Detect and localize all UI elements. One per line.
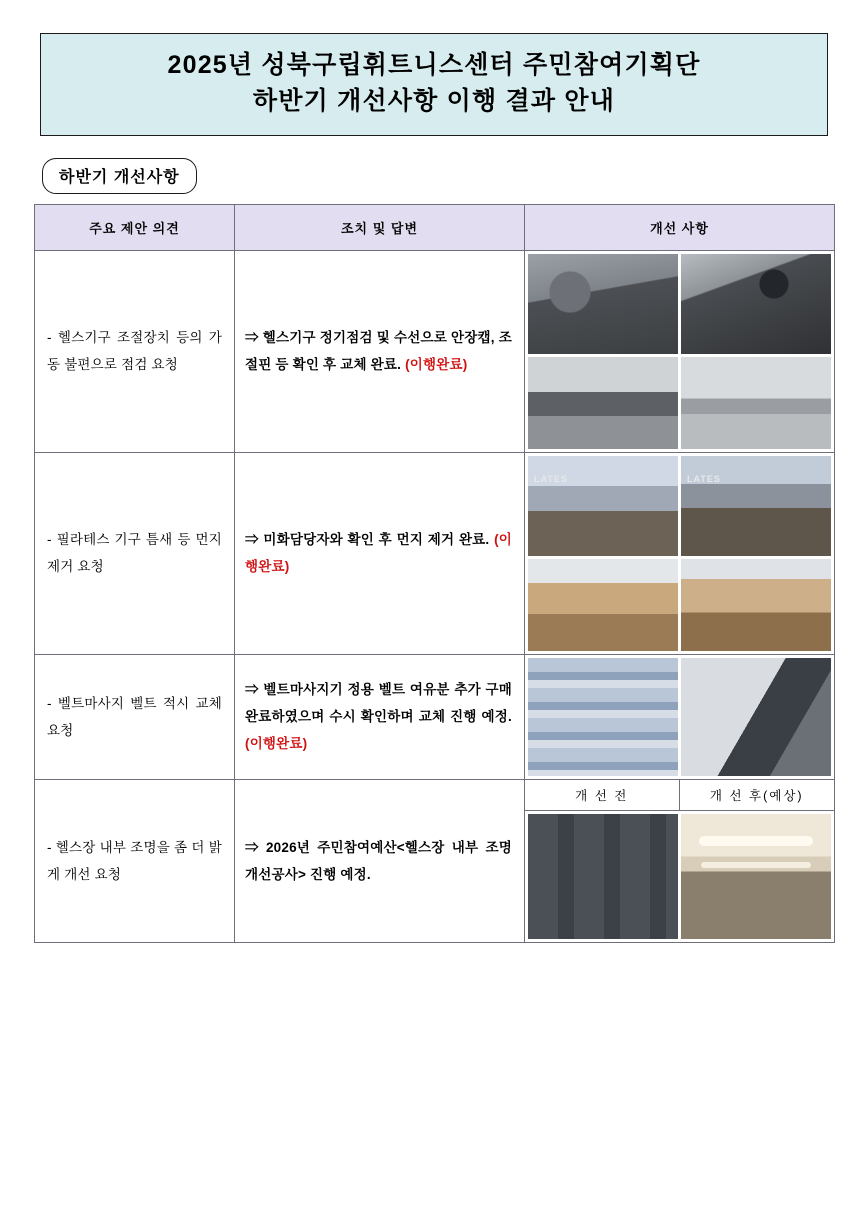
photo-cell xyxy=(525,779,835,942)
page-title-line-2: 하반기 개선사항 이행 결과 안내 xyxy=(252,87,616,116)
photo-grid xyxy=(525,811,834,942)
table-header-row xyxy=(35,204,835,250)
table-row xyxy=(35,779,835,942)
photo-caption: LATES xyxy=(534,473,568,484)
photo-lighting-after xyxy=(681,814,831,939)
opinion-cell: - 헬스기구 조절장치 등의 가동 불편으로 점검 요청 xyxy=(35,250,235,452)
action-text: ⇒ 헬스기구 정기점검 및 수선으로 안장캡, 조절핀 등 확인 후 교체 완료. xyxy=(245,330,512,372)
table-row xyxy=(35,654,835,779)
action-cell xyxy=(235,779,525,942)
photo-spare-belts xyxy=(528,658,678,776)
status-badge: (이행완료) xyxy=(245,532,512,574)
improvements-table xyxy=(34,204,835,943)
photo-grid xyxy=(525,453,834,654)
col-header-improvement: 개선 사항 xyxy=(525,204,835,250)
photo-cell xyxy=(525,452,835,654)
status-badge: (이행완료) xyxy=(245,736,308,751)
photo-gym-repair-1 xyxy=(528,254,678,354)
table-row xyxy=(35,250,835,452)
document-title-box xyxy=(40,33,828,136)
photo-bench-pad-1 xyxy=(528,357,678,449)
action-cell xyxy=(235,452,525,654)
photo-pilates-room-1 xyxy=(528,456,678,556)
col-header-opinion: 주요 제안 의견 xyxy=(35,204,235,250)
photo-gym-repair-2 xyxy=(681,254,831,354)
opinion-cell: - 헬스장 내부 조명을 좀 더 밝게 개선 요청 xyxy=(35,779,235,942)
action-text: ⇒ 미화담당자와 확인 후 먼지 제거 완료. xyxy=(245,532,495,547)
section-label-wrap xyxy=(42,158,834,194)
photo-lighting-before xyxy=(528,814,678,939)
opinion-cell: - 벨트마사지 벨트 적시 교체 요청 xyxy=(35,654,235,779)
photo-cell xyxy=(525,250,835,452)
action-cell xyxy=(235,250,525,452)
photo-pilates-clean-1 xyxy=(528,559,678,651)
status-badge: (이행완료) xyxy=(405,357,468,372)
col-header-action: 조치 및 답변 xyxy=(235,204,525,250)
action-cell xyxy=(235,654,525,779)
table-row xyxy=(35,452,835,654)
photo-pilates-clean-2 xyxy=(681,559,831,651)
section-label: 하반기 개선사항 xyxy=(42,158,197,194)
before-after-header xyxy=(525,780,834,811)
after-label: 개 선 후(예상) xyxy=(709,788,804,803)
before-label: 개 선 전 xyxy=(525,780,680,810)
photo-belt-machine-replace xyxy=(681,658,831,776)
photo-bench-pad-2 xyxy=(681,357,831,449)
opinion-cell: - 필라테스 기구 틈새 등 먼지 제거 요청 xyxy=(35,452,235,654)
photo-grid xyxy=(525,251,834,452)
page-title-line-1: 2025년 성북구립휘트니스센터 주민참여기획단 xyxy=(167,51,701,79)
photo-cell xyxy=(525,654,835,779)
photo-pilates-room-2 xyxy=(681,456,831,556)
photo-caption: LATES xyxy=(687,473,721,484)
action-text: ⇒ 벨트마사지기 정용 벨트 여유분 추가 구매 완료하였으며 수시 확인하며 교체 진행 예정. xyxy=(245,682,512,724)
photo-grid xyxy=(525,655,834,779)
action-text: ⇒ 2026년 주민참여예산<헬스장 내부 조명 개선공사> 진행 예정. xyxy=(245,839,512,882)
